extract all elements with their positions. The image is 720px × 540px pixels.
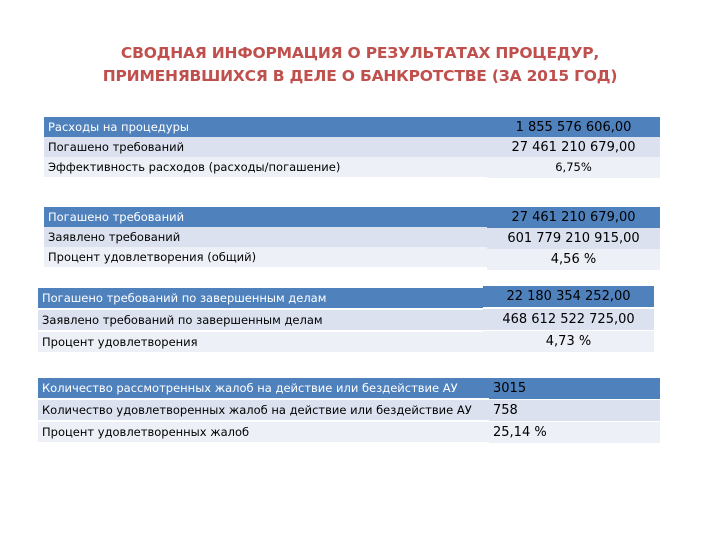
label-percent-total: Процент удовлетворения (общий) (44, 247, 487, 267)
value-complaints-percent: 25,14 % (489, 422, 660, 443)
label-expenses: Расходы на процедуры (44, 117, 487, 137)
label-complaints-reviewed: Количество рассмотренных жалоб на действие или бездействие АУ (38, 378, 489, 398)
value-percent-completed: 4,73 % (483, 331, 654, 352)
value-repaid-total: 27 461 210 679,00 (487, 207, 660, 228)
label-efficiency: Эффективность расходов (расходы/погашение) (44, 157, 487, 177)
label-percent-completed: Процент удовлетворения (38, 332, 483, 352)
value-complaints-satisfied: 758 (489, 400, 660, 421)
value-repaid: 27 461 210 679,00 (487, 137, 660, 158)
label-declared-total: Заявлено требований (44, 227, 487, 247)
label-complaints-percent: Процент удовлетворенных жалоб (38, 422, 489, 442)
value-repaid-completed: 22 180 354 252,00 (483, 286, 654, 307)
value-efficiency: 6,75% (487, 157, 660, 178)
label-repaid-total: Погашено требований (44, 207, 487, 227)
label-declared-completed: Заявлено требований по завершенным делам (38, 310, 483, 330)
label-complaints-satisfied: Количество удовлетворенных жалоб на действие или бездействие АУ (38, 400, 489, 420)
label-repaid: Погашено требований (44, 137, 487, 157)
title-line-2: ПРИМЕНЯВШИХСЯ В ДЕЛЕ О БАНКРОТСТВЕ (ЗА 2015 ГОД) (102, 67, 618, 85)
label-repaid-completed: Погашено требований по завершенным делам (38, 288, 483, 308)
title-line-1: СВОДНАЯ ИНФОРМАЦИЯ О РЕЗУЛЬТАТАХ ПРОЦЕДУР, (120, 44, 600, 62)
value-complaints-reviewed: 3015 (489, 378, 660, 399)
value-declared-total: 601 779 210 915,00 (487, 228, 660, 249)
value-percent-total: 4,56 % (487, 249, 660, 270)
value-expenses: 1 855 576 606,00 (487, 117, 660, 138)
value-declared-completed: 468 612 522 725,00 (483, 309, 654, 330)
page-title (60, 42, 660, 88)
